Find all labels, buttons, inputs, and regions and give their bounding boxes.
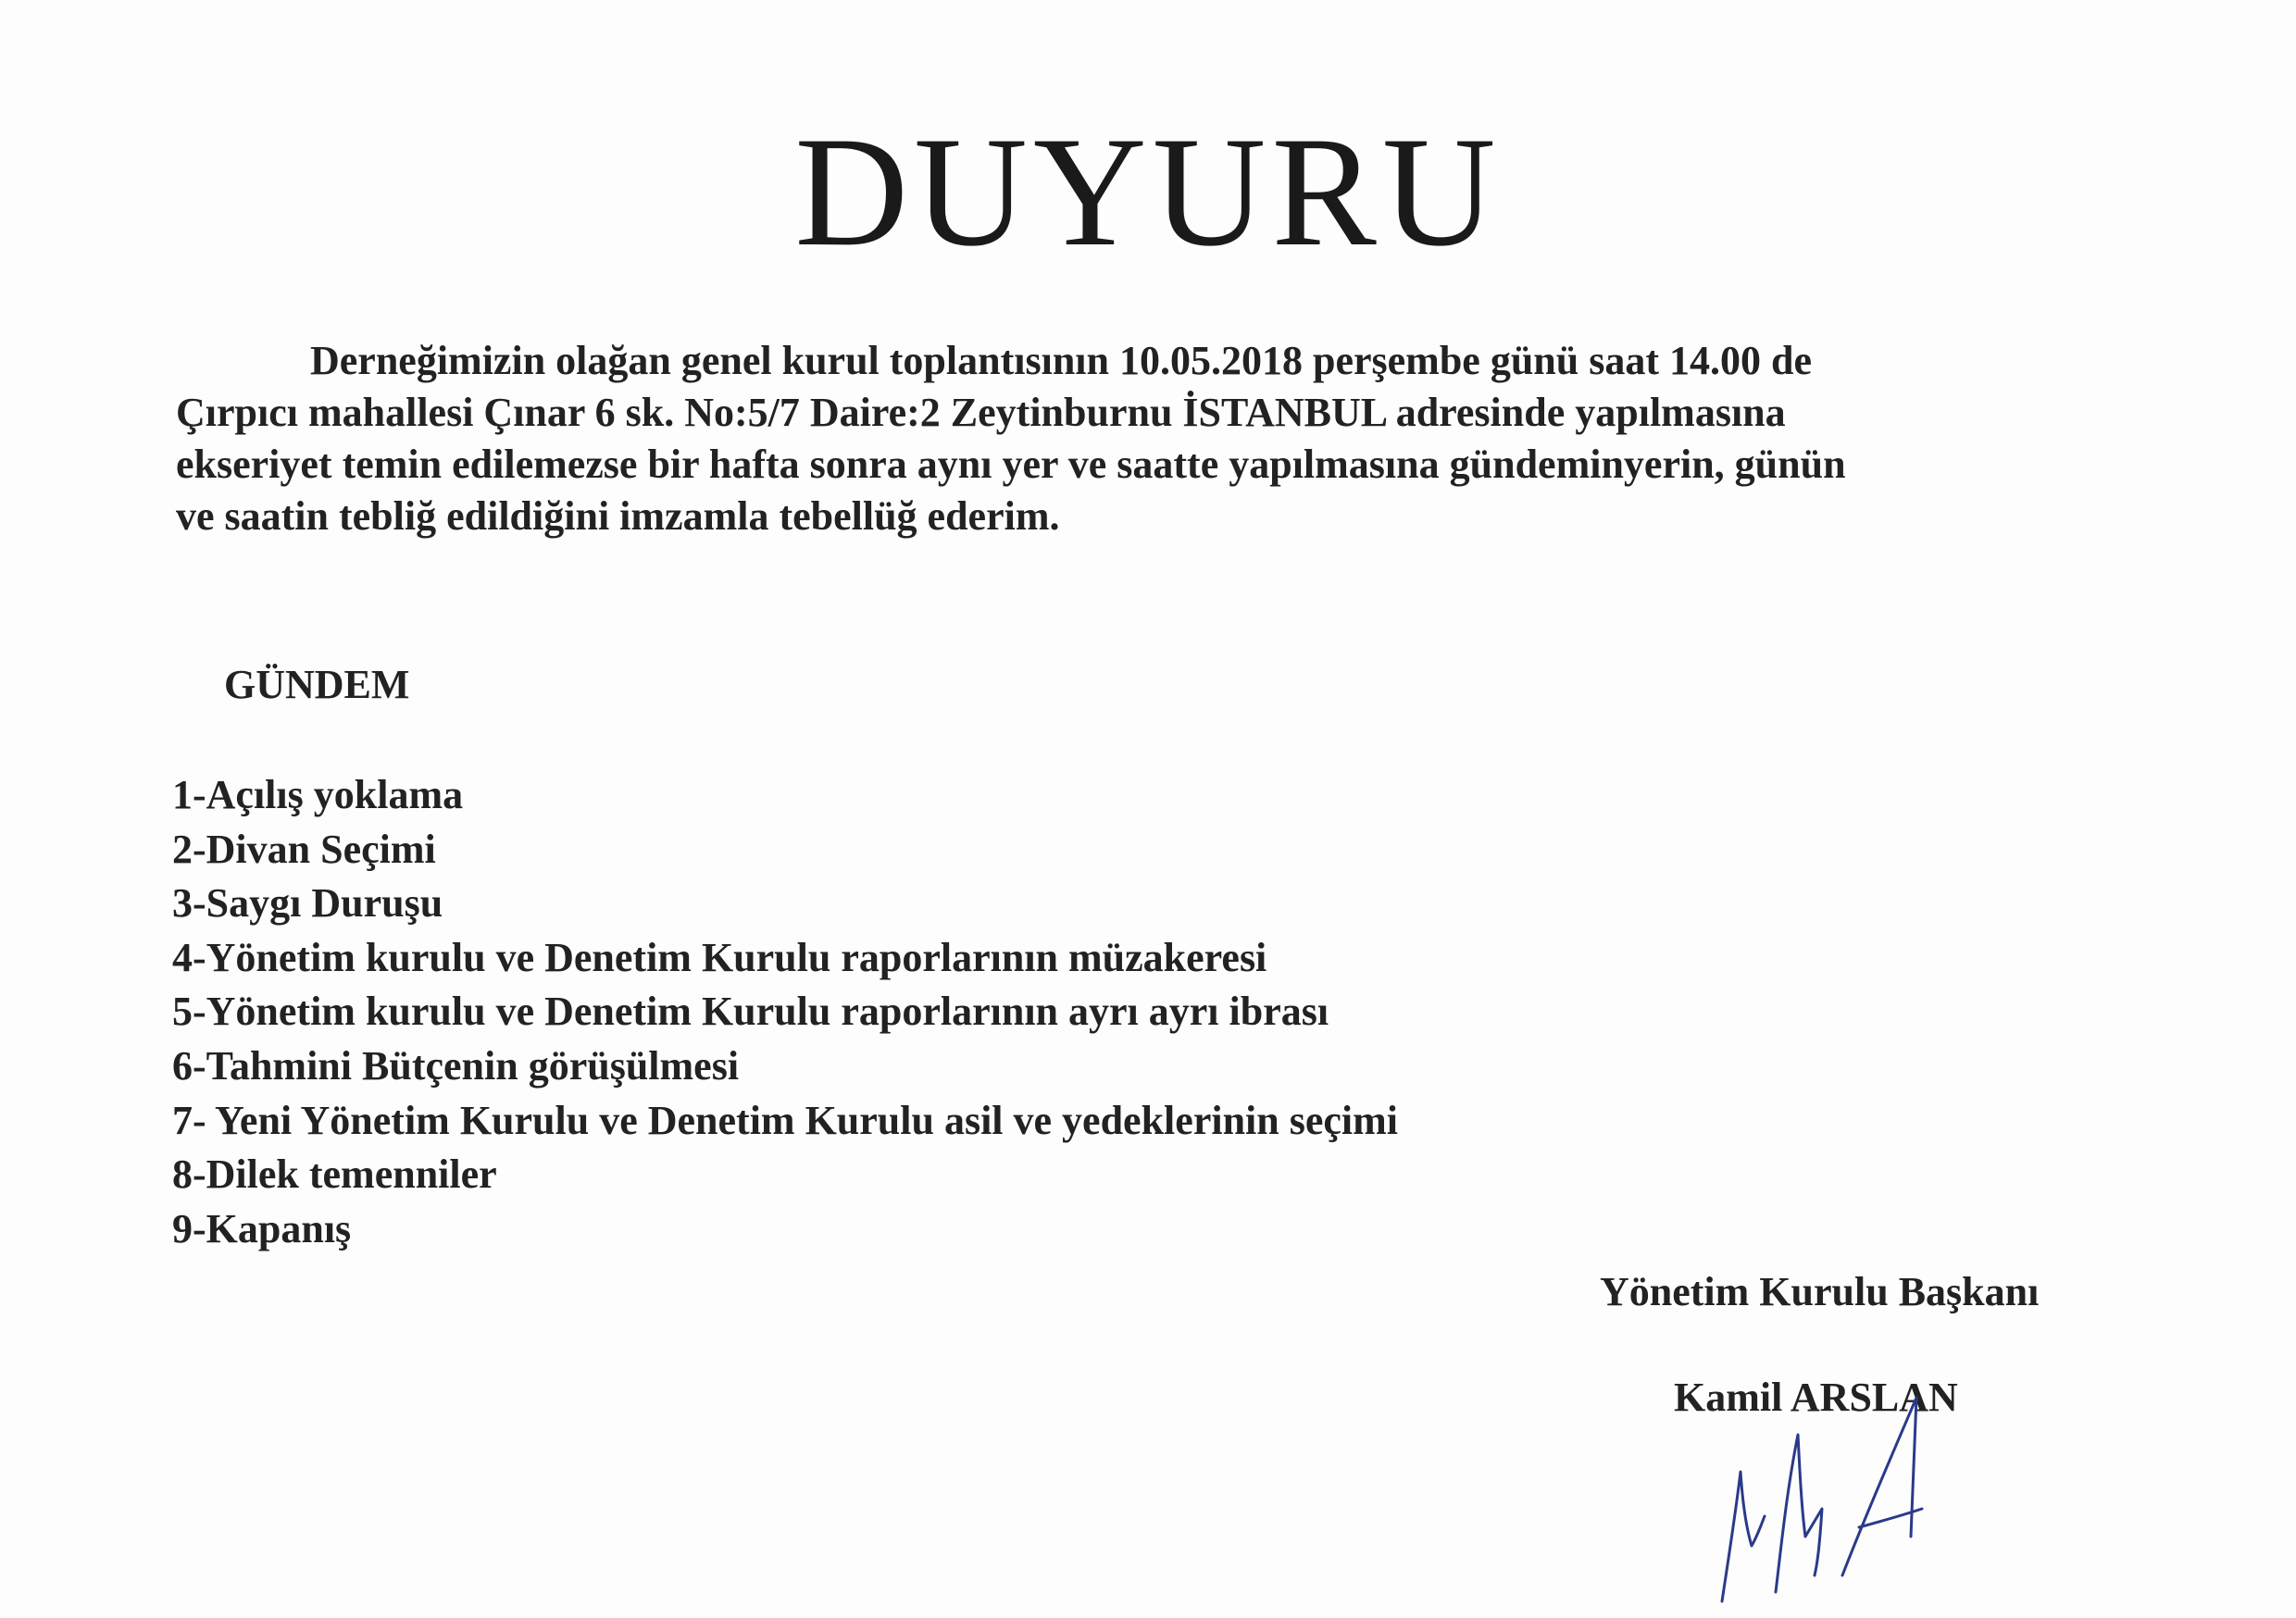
paragraph-line: ve saatin tebliğ edildiğini imzamla tebellüğ ederim. [176,493,1060,539]
agenda-item: 9-Kapanış [172,1205,352,1251]
agenda-list [172,768,1398,1256]
agenda-item: 7- Yeni Yönetim Kurulu ve Denetim Kurulu asil ve yedeklerinin seçimi [172,1097,1399,1143]
signatory-role: Yönetim Kurulu Başkanı [1600,1269,2040,1314]
agenda-item: 6-Tahmini Bütçenin görüşülmesi [172,1042,740,1089]
handwritten-signature [1703,1361,1981,1611]
agenda-item: 2-Divan Seçimi [172,826,436,872]
agenda-heading: GÜNDEM [224,662,410,707]
agenda-item: 4-Yönetim kurulu ve Denetim Kurulu raporlarının müzakeresi [172,934,1267,980]
document-title: DUYURU [794,105,1502,279]
paragraph-line: Derneğimizin olağan genel kurul toplantısının 10.05.2018 perşembe günü saat 14.00 de [310,338,1813,383]
paragraph-line: ekseriyet temin edilemezse bir hafta sonra aynı yer ve saatte yapılmasına gündeminyerin, günün [176,442,1846,487]
agenda-item: 3-Saygı Duruşu [172,880,443,927]
agenda-item: 1-Açılış yoklama [172,772,464,817]
announcement-paragraph [176,335,2046,542]
paragraph-line: Çırpıcı mahallesi Çınar 6 sk. No:5/7 Daire:2 Zeytinburnu İSTANBUL adresinde yapılmasına [176,390,1786,435]
signatory-name: Kamil ARSLAN [1674,1375,1958,1420]
agenda-item: 8-Dilek temenniler [172,1151,497,1198]
agenda-item: 5-Yönetim kurulu ve Denetim Kurulu raporlarının ayrı ayrı ibrası [172,989,1329,1035]
